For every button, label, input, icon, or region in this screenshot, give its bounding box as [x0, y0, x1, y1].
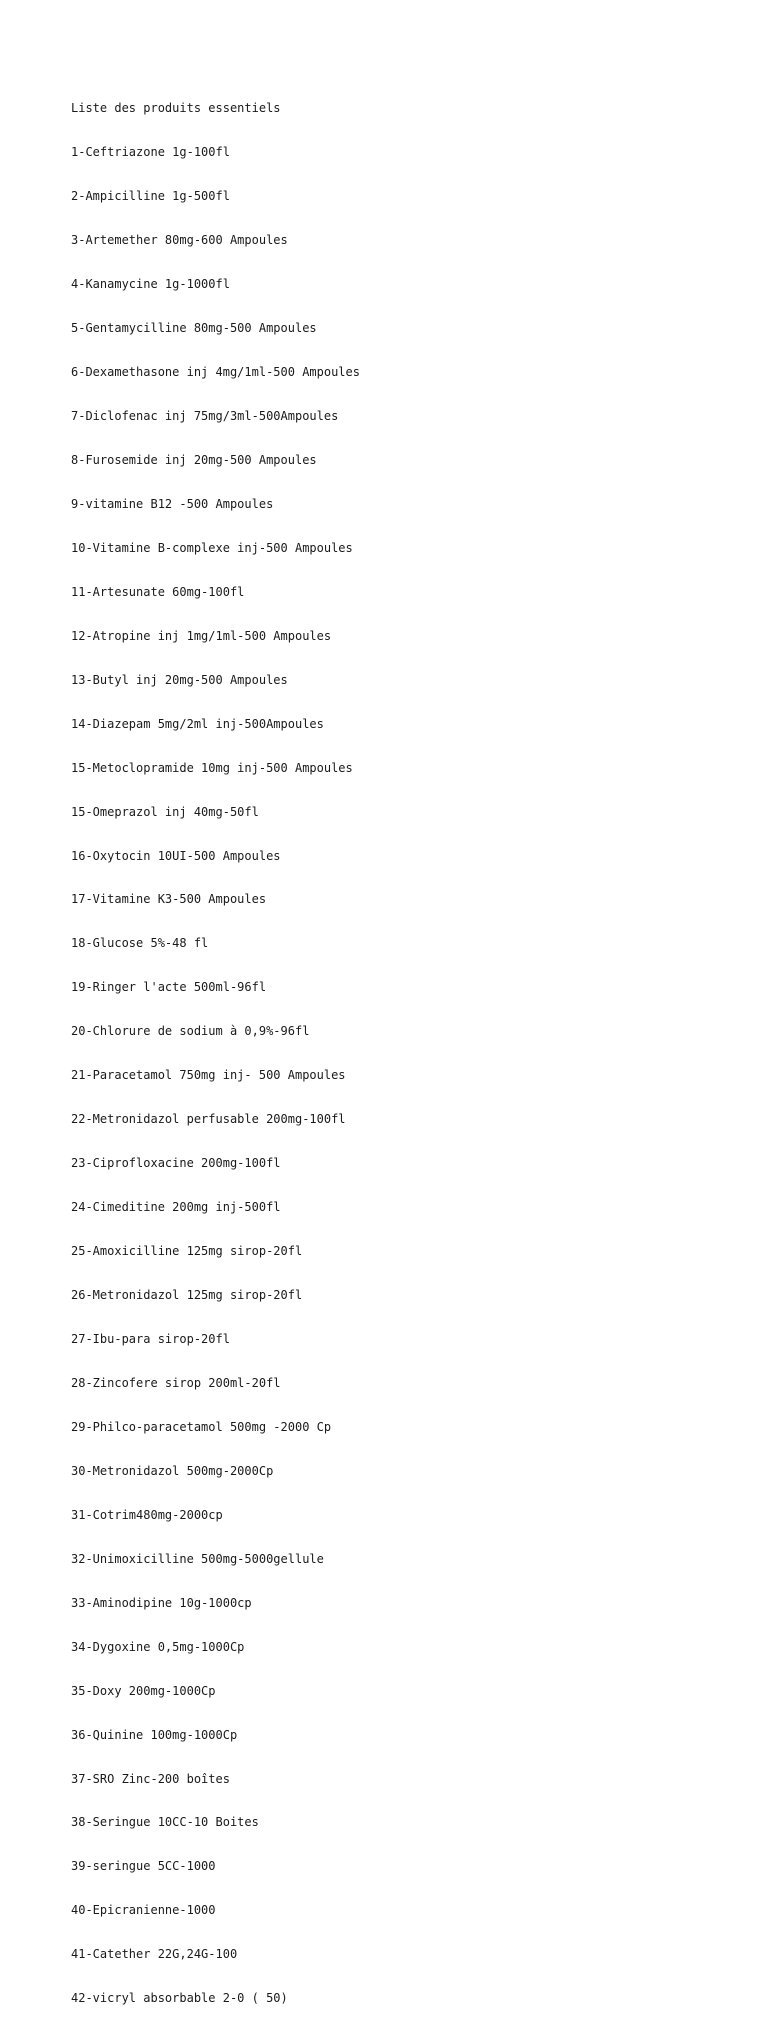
list-item: 12-Atropine inj 1mg/1ml-500 Ampoules	[71, 628, 332, 643]
list-item: 41-Catether 22G,24G-100	[71, 1947, 238, 1962]
list-item: 25-Amoxicilline 125mg sirop-20fl	[71, 1244, 303, 1259]
list-item: 30-Metronidazol 500mg-2000Cp	[71, 1463, 274, 1478]
list-item: 8-Furosemide inj 20mg-500 Ampoules	[71, 452, 317, 467]
list-item: 27-Ibu-para sirop-20fl	[71, 1332, 230, 1346]
document-title: Liste des produits essentiels	[71, 101, 281, 116]
list-item: 29-Philco-paracetamol 500mg -2000 Cp	[71, 1419, 332, 1434]
list-item: 28-Zincofere sirop 200ml-20fl	[71, 1375, 281, 1390]
list-item: 19-Ringer l'acte 500ml-96fl	[71, 980, 267, 995]
list-item: 39-seringue 5CC-1000	[71, 1859, 216, 1874]
list-item: 2-Ampicilline 1g-500fl	[71, 189, 230, 204]
list-item: 1-Ceftriazone 1g-100fl	[71, 145, 230, 160]
list-item: 23-Ciprofloxacine 200mg-100fl	[71, 1156, 281, 1171]
list-item: 7-Diclofenac inj 75mg/3ml-500Ampoules	[71, 408, 339, 423]
list-item: 6-Dexamethasone inj 4mg/1ml-500 Ampoules	[71, 365, 360, 380]
list-item: 11-Artesunate 60mg-100fl	[71, 584, 245, 599]
list-item: 26-Metronidazol 125mg sirop-20fl	[71, 1288, 303, 1303]
list-item: 4-Kanamycine 1g-1000fl	[71, 277, 230, 292]
list-item: 34-Dygoxine 0,5mg-1000Cp	[71, 1639, 245, 1654]
list-item: 33-Aminodipine 10g-1000cp	[71, 1595, 252, 1610]
list-item: 9-vitamine B12 -500 Ampoules	[71, 496, 274, 511]
list-item: 22-Metronidazol perfusable 200mg-100fl	[71, 1112, 346, 1127]
list-item: 31-Cotrim480mg-2000cp	[71, 1507, 223, 1522]
list-item: 35-Doxy 200mg-1000Cp	[71, 1683, 216, 1698]
list-item: 38-Seringue 10CC-10 Boites	[71, 1815, 259, 1830]
document-body	[71, 72, 360, 2035]
list-item: 18-Glucose 5%-48 fl	[71, 936, 209, 951]
list-item: 15-Omeprazol inj 40mg-50fl	[71, 804, 259, 819]
list-item: 24-Cimeditine 200mg inj-500fl	[71, 1200, 281, 1215]
list-item: 32-Unimoxicilline 500mg-5000gellule	[71, 1551, 324, 1566]
list-item: 5-Gentamycilline 80mg-500 Ampoules	[71, 321, 317, 336]
list-item: 37-SRO Zinc-200 boîtes	[71, 1771, 230, 1786]
list-item: 15-Metoclopramide 10mg inj-500 Ampoules	[71, 760, 353, 775]
list-item: 36-Quinine 100mg-1000Cp	[71, 1727, 238, 1742]
list-item: 17-Vitamine K3-500 Ampoules	[71, 892, 267, 907]
list-item: 20-Chlorure de sodium à 0,9%-96fl	[71, 1024, 310, 1039]
list-item: 42-vicryl absorbable 2-0 ( 50)	[71, 1991, 288, 2006]
list-item: 16-Oxytocin 10UI-500 Ampoules	[71, 848, 281, 863]
list-item: 13-Butyl inj 20mg-500 Ampoules	[71, 672, 288, 687]
list-item: 14-Diazepam 5mg/2ml inj-500Ampoules	[71, 716, 324, 731]
list-item: 21-Paracetamol 750mg inj- 500 Ampoules	[71, 1068, 346, 1083]
list-item: 40-Epicranienne-1000	[71, 1903, 216, 1918]
list-item: 10-Vitamine B-complexe inj-500 Ampoules	[71, 540, 353, 555]
list-item: 3-Artemether 80mg-600 Ampoules	[71, 233, 288, 248]
